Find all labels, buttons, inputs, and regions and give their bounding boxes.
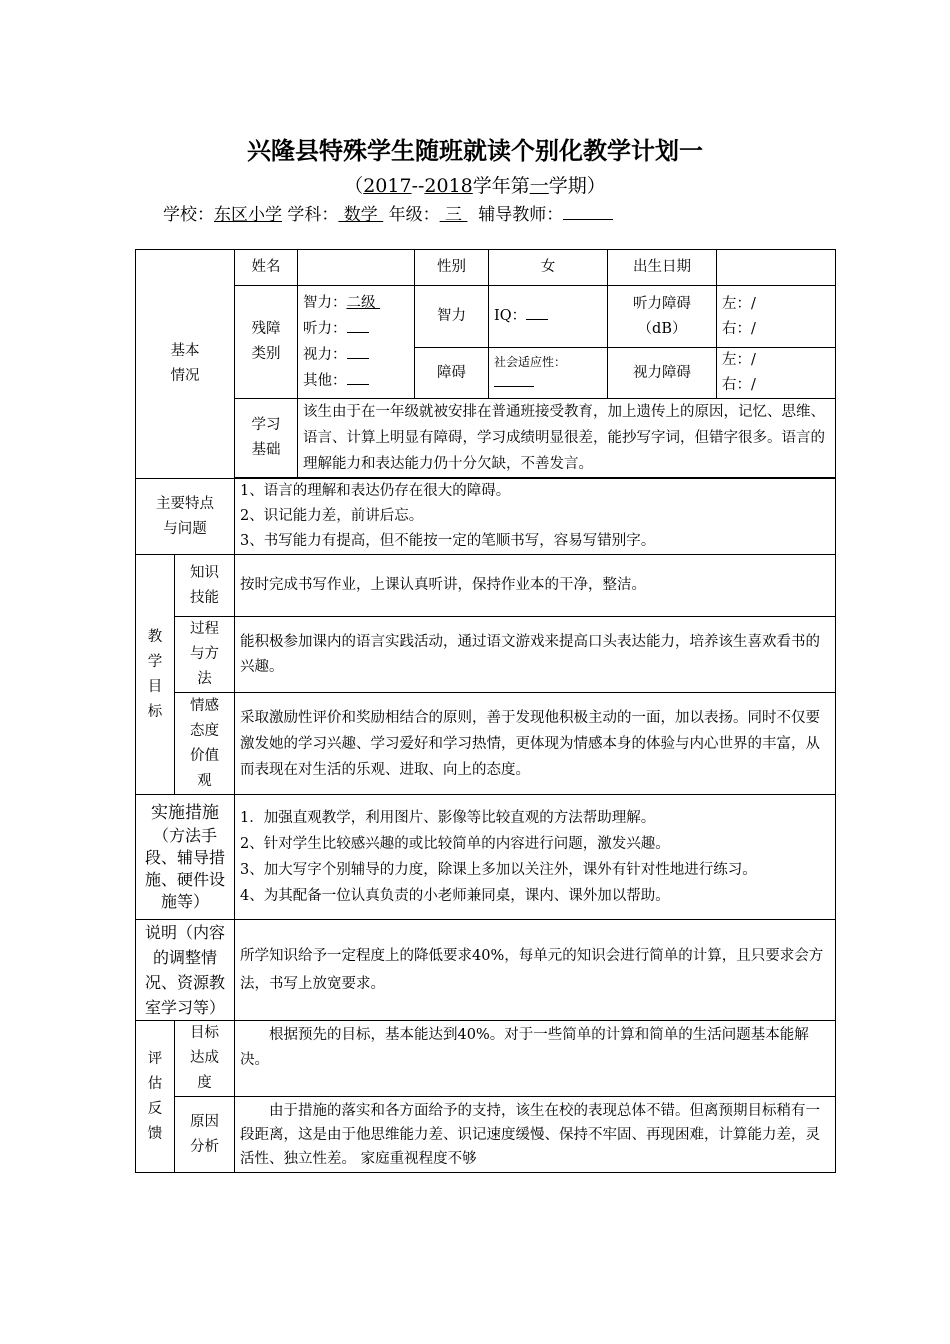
basic-row-2	[136, 286, 836, 348]
features-list	[235, 479, 836, 555]
reason-label	[175, 1097, 235, 1173]
eval-label-char: 估	[147, 1075, 163, 1092]
hearing-line	[303, 316, 409, 342]
vision-dis-label: 视力障碍	[608, 348, 717, 399]
hearing-db-label	[608, 286, 717, 348]
reason-text: 由于措施的落实和各方面给予的支持，该生在校的表现总体不错。但离预期目标稍有一段距离，这是由于他思维能力差、识记速度缓慢、保持不牢固、再现困难，计算能力差，灵活性、独立性差。 家庭重视程度不够	[235, 1097, 836, 1173]
eval-label-char: 馈	[147, 1125, 163, 1142]
emotion-text: 采取激励性评价和奖励相结合的原则，善于发现他积极主动的一面，加以表扬。同时不仅要激发她的学习兴趣、学习爱好和学习热情，更体现为情感本身的体验与内心世界的丰富，从而表现在对生活的乐观、进取、向上的态度。	[235, 693, 836, 795]
other-label: 其他：	[303, 373, 347, 389]
other-line	[303, 368, 409, 394]
target-label-line: 目标	[190, 1025, 219, 1041]
disability-label-line-1: 残障	[251, 321, 281, 337]
year-end: 2018	[424, 175, 473, 197]
notes-label	[136, 920, 235, 1021]
measures-label	[136, 795, 235, 920]
feature-item: 2、识记能力差，前讲后忘。	[240, 508, 424, 524]
measure-item: 4、为其配备一位认真负责的小老师兼同桌，课内、课外加以帮助。	[240, 888, 670, 904]
hearing-db-line-1: 听力障碍	[633, 295, 691, 312]
study-label-line-2: 基础	[251, 442, 281, 458]
measures-label-sub: 施等）	[160, 892, 209, 911]
term-subtitle	[0, 174, 950, 198]
notes-text: 所学知识给予一定程度上的降低要求40%，每单元的知识会进行简单的计算，且只要求会方法，书写上放宽要求。	[235, 920, 836, 1021]
school-label: 学校：	[163, 205, 214, 225]
process-text: 能积极参加课内的语言实践活动，通过语文游戏来提高口头表达能力，培养该生喜欢看书的兴趣。	[235, 617, 836, 693]
measures-label-sub: 段、辅导措	[144, 848, 225, 867]
measures-row	[136, 795, 836, 920]
reason-label-line: 原因	[190, 1113, 219, 1130]
name-label: 姓名	[235, 250, 298, 286]
page-title: 兴隆县特殊学生随班就读个别化教学计划一	[247, 137, 703, 165]
social-cell	[489, 348, 608, 399]
goals-label	[136, 555, 175, 795]
study-text: 该生由于在一年级就被安排在普通班接受教育，加上遗传上的原因，记忆、思维、语言、计算上明显有障碍，学习成绩明显很差，能抄写字词，但错字很多。语言的理解能力和表达能力仍十分欠缺，不善发言。	[298, 399, 836, 478]
goals-row-process	[136, 617, 836, 693]
teacher-label: 辅导教师：	[467, 205, 564, 225]
features-label-line-2: 与问题	[163, 520, 207, 537]
iq-blank	[526, 305, 548, 320]
knowledge-label	[175, 555, 235, 617]
emotion-label-line: 态度	[190, 722, 219, 739]
hearing-label: 听力：	[303, 321, 347, 337]
basic-row-1	[136, 250, 836, 286]
measures-label-sub: 施、硬件设	[144, 870, 225, 889]
term-number: 一	[529, 175, 549, 197]
basic-label-line-1: 基本	[170, 343, 200, 359]
gender-value: 女	[489, 250, 608, 286]
target-label-line: 达成	[190, 1050, 219, 1066]
eval-row-target	[136, 1021, 836, 1097]
features-label	[136, 479, 235, 555]
target-text: 根据预先的目标，基本能达到40%。对于一些简单的计算和简单的生活问题基本能解决。	[235, 1021, 836, 1097]
birth-label: 出生日期	[608, 250, 717, 286]
hearing-db-line-2: （dB）	[637, 320, 687, 337]
intelligence-line	[303, 290, 409, 316]
vision-line	[303, 342, 409, 368]
emotion-label-line: 情感	[190, 697, 219, 714]
intelligence-value: 二级	[346, 295, 381, 311]
vision-label: 视力：	[303, 347, 347, 363]
basic-row-4	[136, 399, 836, 478]
target-label-line: 度	[197, 1075, 212, 1091]
subtitle-end: 学期）	[548, 175, 606, 197]
vision-values	[717, 348, 836, 399]
eval-label-char: 反	[147, 1100, 163, 1117]
feature-item: 1、语言的理解和表达仍存在很大的障碍。	[240, 483, 511, 499]
process-label-line: 与方	[190, 646, 219, 662]
emotion-label	[175, 693, 235, 795]
goals-label-char: 目	[147, 678, 163, 695]
features-row	[136, 479, 836, 555]
process-label-line: 过程	[190, 621, 219, 637]
hearing-blank	[347, 318, 369, 333]
hearing-right: 右：/	[722, 320, 756, 337]
school-value: 东区小学	[214, 205, 282, 225]
disability-types	[298, 286, 415, 399]
knowledge-text: 按时完成书写作业，上课认真听讲，保持作业本的干净，整洁。	[235, 555, 836, 617]
eval-label-char: 评	[147, 1050, 163, 1067]
measures-label-main: 实施措施	[151, 803, 219, 823]
info-line	[163, 201, 613, 227]
emotion-label-line: 观	[197, 772, 212, 789]
knowledge-label-line: 技能	[190, 589, 219, 606]
process-label-line: 法	[197, 671, 212, 687]
year-sep: --	[411, 175, 425, 197]
goals-row-knowledge	[136, 555, 836, 617]
goals-label-char: 标	[147, 703, 163, 720]
target-label	[175, 1021, 235, 1097]
measures-label-sub: （方法手	[152, 826, 217, 845]
notes-label-line: 的调整情	[152, 948, 217, 967]
intel-dis-label-top: 智力	[415, 286, 489, 348]
subtitle-open: （	[344, 175, 364, 197]
basic-section-label	[136, 250, 235, 479]
plan-table	[135, 249, 836, 1173]
grade-value: 三	[439, 205, 468, 225]
notes-label-line: 说明（内容	[144, 923, 225, 942]
emotion-label-line: 价值	[190, 747, 219, 764]
gender-label: 性别	[415, 250, 489, 286]
birth-value	[717, 250, 836, 286]
process-label	[175, 617, 235, 693]
study-label-line-1: 学习	[251, 417, 281, 433]
features-label-line-1: 主要特点	[156, 495, 214, 512]
measure-item: 2、针对学生比较感兴趣的或比较简单的内容进行问题，激发兴趣。	[240, 836, 670, 852]
teacher-blank	[563, 201, 613, 220]
goals-label-char: 教	[147, 628, 163, 645]
goals-label-char: 学	[147, 653, 163, 670]
notes-label-line: 况、资源教	[144, 973, 225, 992]
year-start: 2017	[363, 175, 412, 197]
other-blank	[347, 370, 369, 385]
notes-label-line: 室学习等）	[144, 998, 225, 1017]
name-value	[298, 250, 415, 286]
disability-label-line-2: 类别	[251, 346, 281, 362]
vision-blank	[347, 344, 369, 359]
eval-row-reason	[136, 1097, 836, 1173]
iq-label: IQ：	[494, 308, 527, 324]
hearing-values	[717, 286, 836, 348]
intelligence-label: 智力：	[303, 295, 347, 311]
subject-value: 数学	[338, 205, 384, 225]
vision-left: 左：/	[722, 352, 756, 368]
study-label	[235, 399, 298, 478]
subject-label: 学科：	[282, 205, 339, 225]
social-blank	[494, 376, 534, 387]
measure-item: 1．加强直观教学，利用图片、影像等比较直观的方法帮助理解。	[240, 810, 656, 826]
subtitle-mid: 学年第	[472, 175, 530, 197]
iq-cell	[489, 286, 608, 348]
measures-list	[235, 795, 836, 920]
grade-label: 年级：	[383, 205, 440, 225]
notes-row	[136, 920, 836, 1021]
eval-label	[136, 1021, 175, 1173]
hearing-left: 左：/	[722, 295, 756, 312]
feature-item: 3、书写能力有提高，但不能按一定的笔顺书写，容易写错别字。	[240, 533, 656, 549]
goals-row-emotion	[136, 693, 836, 795]
basic-label-line-2: 情况	[170, 368, 200, 384]
social-label: 社会适应性：	[494, 355, 567, 369]
disability-label	[235, 286, 298, 399]
vision-right: 右：/	[722, 377, 756, 393]
measure-item: 3、加大写字个别辅导的力度，除课上多加以关注外，课外有针对性地进行练习。	[240, 862, 757, 878]
reason-label-line: 分析	[190, 1138, 219, 1155]
intel-dis-label-bottom: 障碍	[415, 348, 489, 399]
knowledge-label-line: 知识	[190, 564, 219, 581]
